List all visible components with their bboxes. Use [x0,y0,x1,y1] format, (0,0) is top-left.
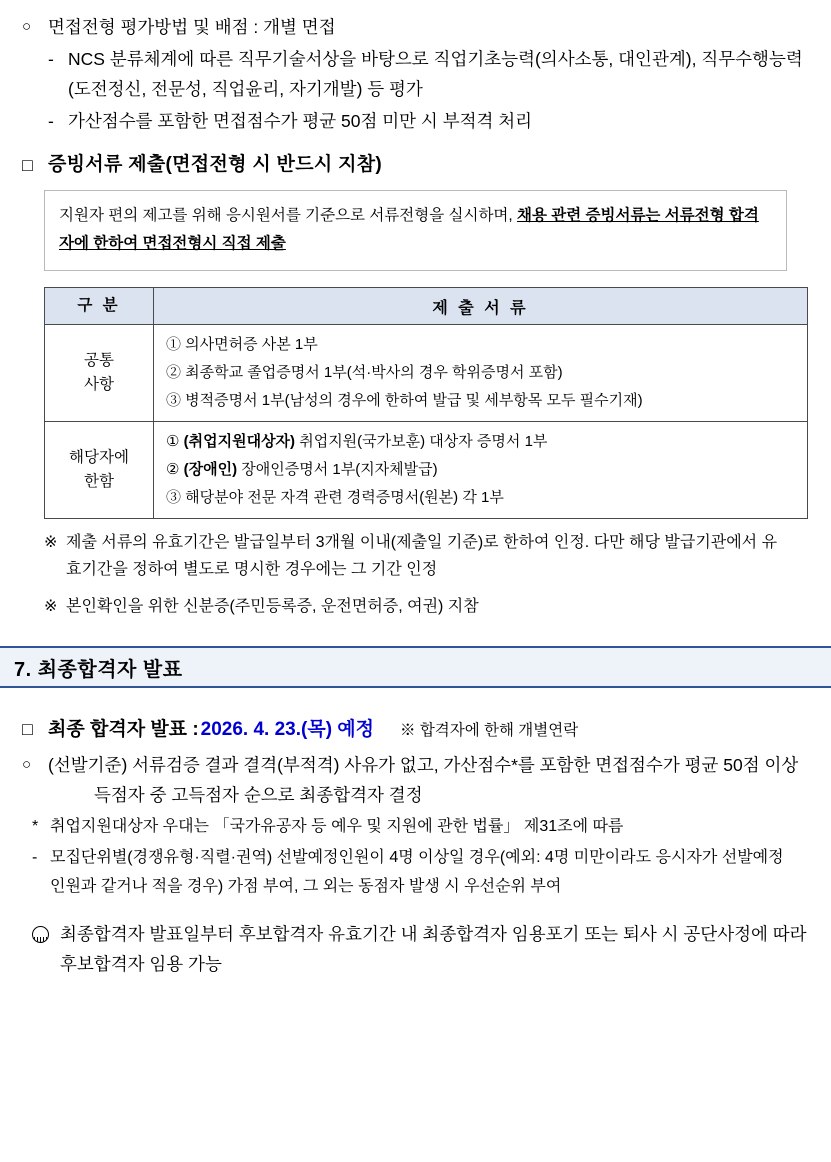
table-cell-items-common [154,325,808,422]
moon-bullet-icon [32,919,60,979]
final-announce-row [22,714,809,746]
table-cell-items-applicable [154,422,808,519]
category-line-1: 해당자에 [69,449,129,466]
proof-note-1: 제출 서류의 유효기간은 발급일부터 3개월 이내(제출일 기준)로 한하여 인정. 다만 해당 발급기관에서 유효기간을 정하여 별도로 명시한 경우에는 그 기간 인정 [66,534,778,578]
interview-heading: 면접전형 평가방법 및 배점 : 개별 면접 [48,17,336,37]
category-line-1: 공통 [84,352,114,369]
final-dash-note-row [32,843,799,901]
table-row [45,422,808,519]
table-header-category: 구 분 [45,288,154,325]
final-dash-note-text: 모집단위별(경쟁유형·직렬·권역) 선발예정인원이 4명 이상일 경우(예외: 4명 미만이라도 응시자가 선발예정인원과 같거나 적을 경우) 가점 부여, 그 외는 동점자 발생 시 우선순위 부여 [50,849,784,895]
final-announce-sub: ※ 합격자에 한해 개별연락 [400,722,579,739]
proof-heading: 증빙서류 제출(면접전형 시 반드시 지참) [48,154,383,175]
proof-note-2: 본인확인을 위한 신분증(주민등록증, 운전면허증, 여권) 지참 [66,598,479,615]
final-candidate-note-row [22,919,809,979]
list-item: ② 최종학교 졸업증명서 1부(석·박사의 경우 학위증명서 포함) [166,364,563,381]
proof-heading-row [22,150,809,180]
proof-notice-box [44,190,787,271]
list-item: ③ 해당분야 전문 자격 관련 경력증명서(원본) 각 1부 [166,489,504,506]
interview-bullet-1: NCS 분류체계에 따른 직무기술서상을 바탕으로 직업기초능력(의사소통, 대인관계), 직무수행능력(도전정신, 전문성, 직업윤리, 자기개발) 등 평가 [68,49,803,99]
section-title: 7. 최종합격자 발표 [14,658,183,681]
section-banner-final-results [0,646,831,688]
circle-bullet-icon: ○ [22,18,32,35]
list-item: ① (취업지원대상자) 취업지원(국가보훈) 대상자 증명서 1부 [166,433,548,450]
asterisk-icon: ※ [44,598,58,615]
list-item: ② (장애인) 장애인증명서 1부(지자체발급) [166,461,438,478]
final-announce-label: 최종 합격자 발표 : [48,719,199,740]
interview-heading-row [22,12,809,42]
proof-note-1-row [44,529,787,583]
final-section-body [0,688,831,979]
dash-bullet-icon: - [48,49,54,69]
dash-bullet-icon: - [32,849,38,866]
documents-table [44,287,808,519]
table-cell-category-common [45,325,154,422]
asterisk-icon: ※ [44,534,58,551]
square-bullet-icon: □ [22,155,34,175]
table-row [45,325,808,422]
final-candidate-note-text: 최종합격자 발표일부터 후보합격자 유효기간 내 최종합격자 임용포기 또는 퇴사 시 공단사정에 따라 후보합격자 임용 가능 [60,924,807,974]
proof-notice-plain: 지원자 편의 제고를 위해 응시원서를 기준으로 서류전형을 실시하며, [59,207,518,224]
proof-note-2-row [44,593,787,620]
interview-bullet-2: 가산점수를 포함한 면접점수가 평균 50점 미만 시 부적격 처리 [68,111,533,131]
list-item: ① 의사면허증 사본 1부 [166,336,318,353]
interview-bullet-2-row [22,106,809,136]
proof-notice-strong: 채용 관련 증빙서류는 서류전형 합격자에 한하여 면접전형시 직접 제출 [59,207,759,252]
final-announce-date: 2026. 4. 23.(목) 예정 [200,719,375,740]
square-bullet-icon: □ [22,719,33,739]
interview-bullet-1-row [22,44,809,104]
circle-bullet-icon: ○ [22,756,32,773]
table-header-row [45,288,808,325]
final-criteria-text: (선발기준) 서류검증 결과 결격(부적격) 사유가 없고, 가산점수*를 포함한 면접점수가 평균 50점 이상 득점자 중 고득점자 순으로 최종합격자 결정 [48,755,799,805]
final-criteria-row [22,750,809,810]
category-line-2: 사항 [84,376,114,393]
list-item: ③ 병적증명서 1부(남성의 경우에 한하여 발급 및 세부항목 모두 필수기재) [166,392,643,409]
final-footnote-row [32,812,799,841]
dash-bullet-icon: - [48,111,54,131]
star-icon: * [32,818,39,835]
table-cell-category-applicable [45,422,154,519]
table-header-documents: 제 출 서 류 [154,288,808,325]
final-footnote-text: 취업지원대상자 우대는 「국가유공자 등 예우 및 지원에 관한 법률」 제31조에 따름 [50,818,624,835]
category-line-2: 한함 [84,473,114,490]
